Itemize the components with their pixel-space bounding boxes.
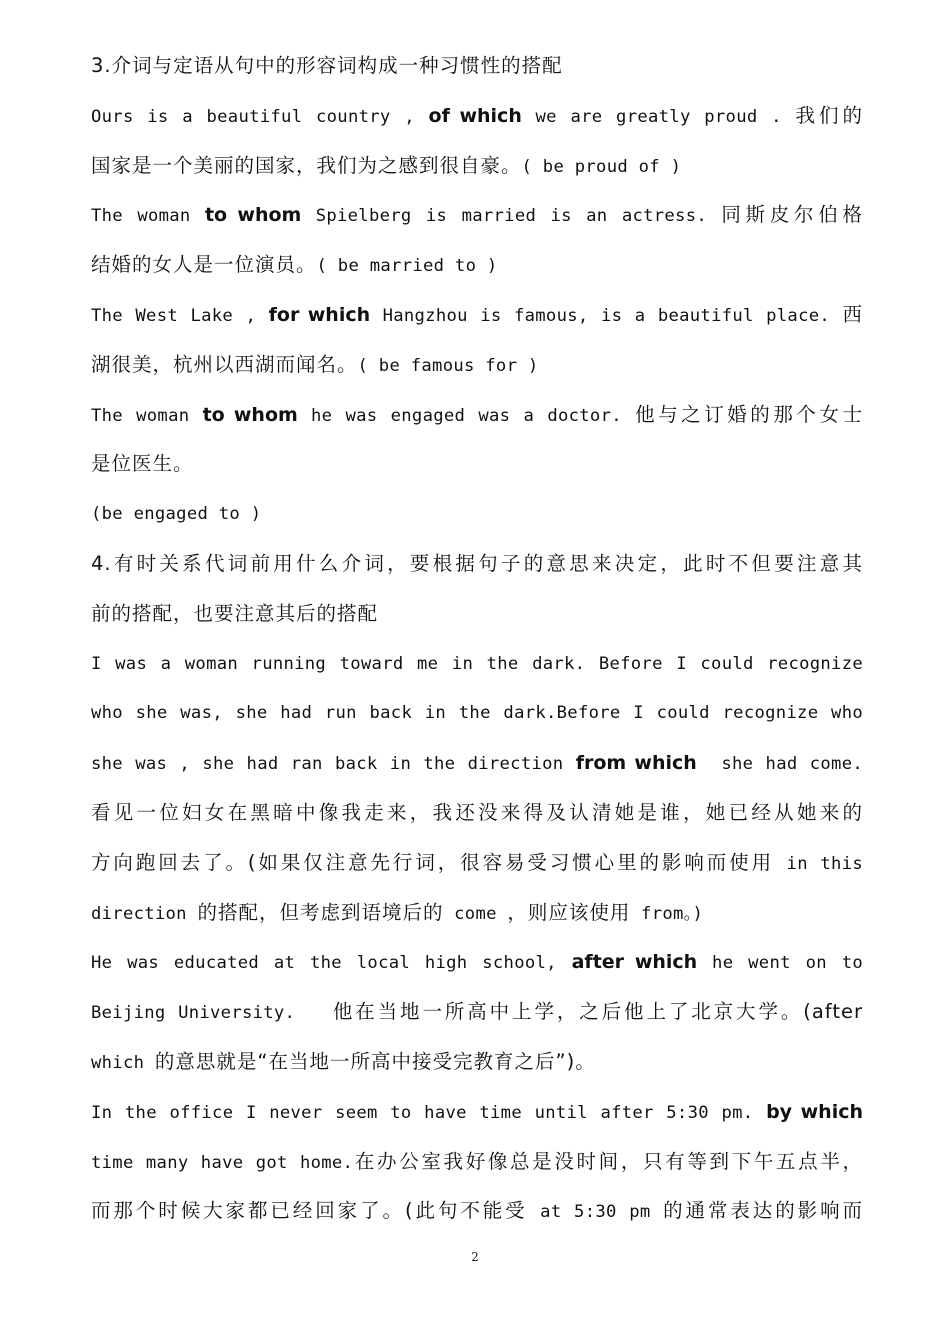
- text-line: [91, 348, 863, 398]
- text-segment: 他在当地一所高中上学，之后他上了北京大学。(after: [332, 1000, 863, 1024]
- text-line: [91, 149, 863, 199]
- text-segment: The woman: [91, 206, 205, 227]
- text-segment: 结婚的女人是一位演员。: [91, 253, 317, 277]
- text-segment: 方向跑回去了。(如果仅注意先行词，很容易受习惯心里的影响而使用: [91, 850, 774, 874]
- text-segment: ( be married to ): [316, 256, 498, 277]
- text-line: [91, 447, 863, 497]
- text-line: [91, 99, 863, 149]
- text-segment: which: [91, 1052, 155, 1073]
- text-line: [91, 398, 863, 448]
- text-line: [91, 49, 863, 99]
- text-segment: 在办公室我好像总是没时间，只有等到下午五点半，: [353, 1149, 863, 1173]
- text-segment: 4.有时关系代词前用什么介词，要根据句子的意思来决定，此时不但要注意其: [91, 551, 863, 575]
- text-segment: direction: [91, 903, 198, 924]
- text-line: [91, 945, 863, 995]
- bold-phrase: from which: [575, 752, 697, 775]
- text-line: [91, 198, 863, 248]
- text-segment: in this: [773, 853, 863, 874]
- text-segment: ，则应该使用: [507, 900, 631, 924]
- text-segment: she was , she had ran back in the direction: [91, 754, 576, 775]
- text-line: [91, 298, 863, 348]
- text-segment: 我们的: [795, 103, 863, 127]
- text-segment: 西: [842, 302, 863, 326]
- text-segment: who she was, she had run back in the dark.Before I could recognize who: [91, 703, 863, 724]
- text-segment: 3.介词与定语从句中的形容词构成一种习惯性的搭配: [91, 54, 563, 77]
- bold-phrase: of which: [428, 104, 522, 127]
- text-segment: we are greatly proud .: [521, 106, 796, 127]
- text-line: [91, 796, 863, 846]
- text-segment: 的搭配，但考虑到语境后的: [197, 900, 444, 924]
- bold-phrase: after which: [571, 951, 698, 974]
- text-segment: from。): [630, 903, 704, 924]
- text-segment: 前的搭配，也要注意其后的搭配: [91, 601, 379, 625]
- bold-phrase: for which: [268, 303, 371, 326]
- text-segment: at 5:30 pm: [527, 1202, 664, 1223]
- page-number: 2: [471, 1250, 479, 1264]
- text-segment: The woman: [91, 405, 203, 426]
- text-segment: (be engaged to ): [91, 504, 262, 525]
- text-segment: he was engaged was a doctor.: [297, 405, 636, 426]
- text-segment: 看见一位妇女在黑暗中像我走来，我还没来得及认清她是谁，她已经从她来的: [91, 800, 863, 824]
- text-segment: 而那个时候大家都已经回家了。(此句不能受: [91, 1199, 528, 1223]
- text-line: [91, 896, 863, 946]
- text-segment: 国家是一个美丽的国家，我们为之感到很自豪。: [91, 153, 522, 177]
- text-segment: time many have got home.: [91, 1152, 354, 1173]
- text-line: [91, 547, 863, 597]
- text-segment: Beijing University.: [91, 1003, 333, 1024]
- text-segment: 是位医生。: [91, 452, 194, 476]
- text-line: [91, 696, 863, 746]
- document-body: [91, 49, 863, 1244]
- text-segment: 的通常表达的影响而: [663, 1199, 863, 1223]
- text-line: [91, 846, 863, 896]
- text-segment: Ours is a beautiful country ,: [91, 106, 429, 127]
- text-segment: He was educated at the local high school,: [91, 953, 572, 974]
- bold-phrase: to whom: [202, 403, 298, 426]
- text-segment: 同斯皮尔伯格: [721, 203, 863, 227]
- text-line: [91, 1095, 863, 1145]
- text-segment: I was a woman running toward me in the dark. Before I could recognize: [91, 653, 863, 674]
- text-line: [91, 597, 863, 647]
- text-segment: he went on to: [697, 953, 863, 974]
- text-segment: The West Lake ,: [91, 305, 269, 326]
- text-line: [91, 995, 863, 1045]
- text-segment: ( be proud of ): [521, 156, 682, 177]
- text-line: [91, 1145, 863, 1195]
- text-segment: In the office I never seem to have time until after 5:30 pm.: [91, 1102, 767, 1123]
- text-segment: Hangzhou is famous, is a beautiful place.: [370, 305, 843, 326]
- bold-phrase: by which: [766, 1100, 863, 1123]
- text-segment: Spielberg is married is an actress.: [301, 206, 722, 227]
- text-line: [91, 248, 863, 298]
- text-segment: ( be famous for ): [357, 355, 539, 376]
- text-line: [91, 647, 863, 697]
- text-line: [91, 746, 863, 796]
- bold-phrase: to whom: [204, 204, 302, 227]
- text-line: [91, 497, 863, 547]
- text-line: [91, 1194, 863, 1244]
- text-segment: 的意思就是“在当地一所高中接受完教育之后”)。: [154, 1049, 596, 1073]
- text-segment: 湖很美，杭州以西湖而闻名。: [91, 352, 358, 376]
- text-segment: 他与之订婚的那个女士: [635, 402, 863, 426]
- text-segment: she had come.: [696, 754, 863, 775]
- text-segment: come: [443, 903, 508, 924]
- text-line: [91, 1045, 863, 1095]
